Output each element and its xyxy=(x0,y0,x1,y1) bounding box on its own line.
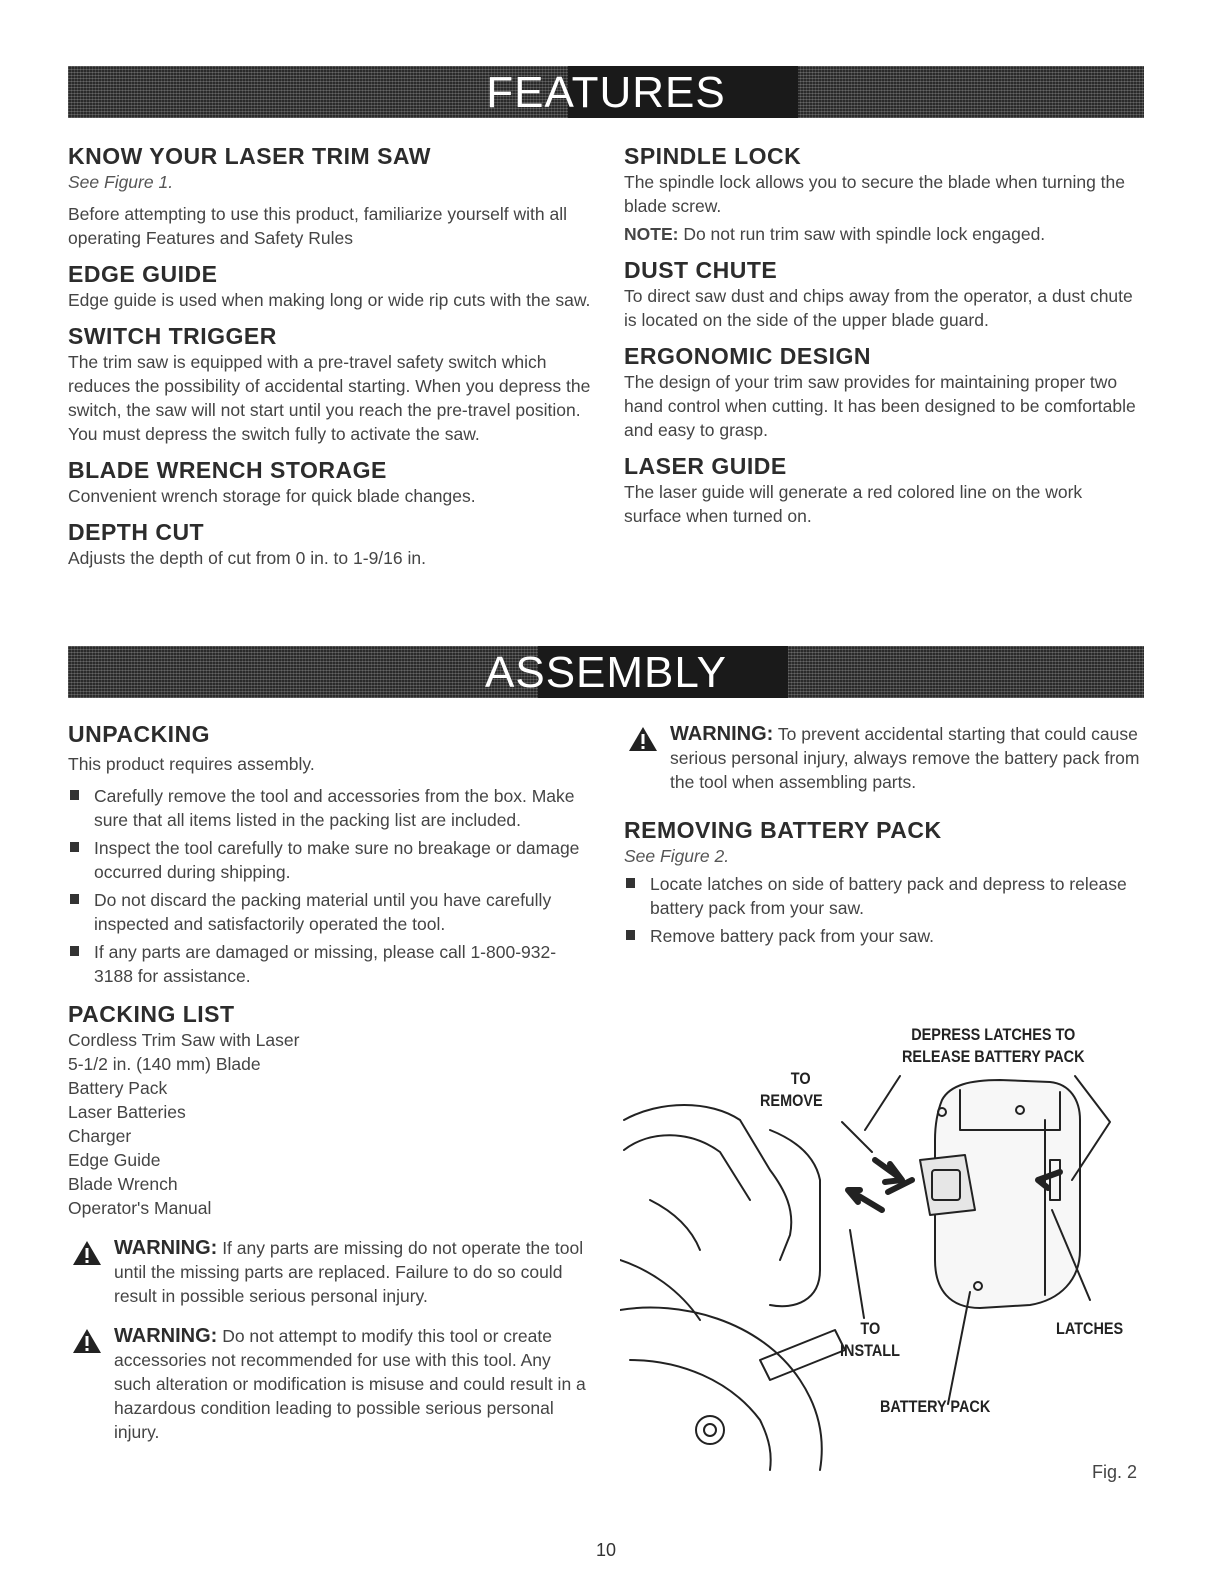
bullet-square-icon xyxy=(70,842,79,852)
section-title-ergonomic-design: ERGONOMIC DESIGN xyxy=(624,343,871,369)
section-title-dust-chute: DUST CHUTE xyxy=(624,257,778,283)
bullet-square-icon xyxy=(626,930,635,940)
bullet-square-icon xyxy=(70,790,79,800)
ergonomic-design-text: The design of your trim saw provides for maintaining proper two hand control when cutting. It has been designed to be comfortable and easy to grasp. xyxy=(624,372,1136,440)
packing-list-item: Charger xyxy=(68,1126,132,1146)
list-item: Remove battery pack from your saw. xyxy=(624,924,1144,948)
warning-triangle-icon xyxy=(628,726,658,752)
warning-text: Do not attempt to modify this tool or create accessories not recommended for use with this tool. Any such alteration or modification is misuse and could result in a hazardous condition leading to possible serious personal injury. xyxy=(114,1326,586,1442)
features-left-column xyxy=(68,142,598,570)
saw-base-plate xyxy=(760,1330,845,1380)
saw-motor xyxy=(770,1130,820,1306)
section-title-spindle-lock: SPINDLE LOCK xyxy=(624,143,802,169)
section-title-laser-guide: LASER GUIDE xyxy=(624,453,787,479)
see-figure-1: See Figure 1. xyxy=(68,172,174,192)
figure-caption: Fig. 2 xyxy=(1092,1462,1138,1482)
warning-triangle-icon xyxy=(72,1240,102,1266)
arrow-install xyxy=(848,1190,882,1210)
warning-text: If any parts are missing do not operate the tool until the missing parts are replaced. Failure to do so could result in possible serious personal injury. xyxy=(114,1238,584,1306)
section-title-switch-trigger: SWITCH TRIGGER xyxy=(68,323,277,349)
warning-text: To prevent accidental starting that could cause serious personal injury, always remove the battery pack from the tool when assembling parts. xyxy=(670,724,1140,792)
edge-guide-text: Edge guide is used when making long or wide rip cuts with the saw. xyxy=(68,290,591,310)
section-title-unpacking: UNPACKING xyxy=(68,721,211,747)
section-title-know-your-saw: KNOW YOUR LASER TRIM SAW xyxy=(68,143,431,169)
packing-list-item: Battery Pack xyxy=(68,1078,168,1098)
depth-cut-text: Adjusts the depth of cut from 0 in. to 1-9/16 in. xyxy=(68,548,426,568)
callout-to-remove: TO REMOVE xyxy=(760,1069,823,1110)
saw-blade-guard xyxy=(620,1308,822,1470)
warning-missing-parts xyxy=(68,1236,588,1308)
warning-label: WARNING: xyxy=(670,723,774,745)
section-title-edge-guide: EDGE GUIDE xyxy=(68,261,218,287)
warning-remove-battery xyxy=(624,722,1144,794)
removing-list xyxy=(624,872,1144,948)
bullet-square-icon xyxy=(70,894,79,904)
features-right-column xyxy=(624,142,1144,528)
page-number: 10 xyxy=(595,1540,617,1560)
packing-list-item: Laser Batteries xyxy=(68,1102,186,1122)
saw-handle xyxy=(624,1135,750,1200)
know-your-saw-text: Before attempting to use this product, familiarize yourself with all operating Features and Safety Rules xyxy=(68,204,567,248)
features-banner xyxy=(68,66,1144,118)
list-item: Carefully remove the tool and accessories from the box. Make sure that all items listed in the packing list are included. xyxy=(68,784,588,832)
list-item: Inspect the tool carefully to make sure no breakage or damage occurred during shipping. xyxy=(68,836,588,884)
warning-label: WARNING: xyxy=(114,1237,218,1259)
assembly-left-column xyxy=(68,720,588,1444)
blade-bolt xyxy=(696,1416,724,1444)
unpacking-intro: This product requires assembly. xyxy=(68,754,315,774)
section-title-blade-wrench-storage: BLADE WRENCH STORAGE xyxy=(68,457,387,483)
warning-label: WARNING: xyxy=(114,1325,218,1347)
assembly-right-column xyxy=(624,722,1144,952)
packing-list-item: Blade Wrench xyxy=(68,1174,178,1194)
blade-wrench-storage-text: Convenient wrench storage for quick blade changes. xyxy=(68,486,476,506)
section-title-packing-list: PACKING LIST xyxy=(68,1001,235,1027)
spindle-lock-note xyxy=(624,222,1144,246)
packing-list-item: Edge Guide xyxy=(68,1150,161,1170)
bullet-square-icon xyxy=(626,878,635,888)
assembly-heading: ASSEMBLY xyxy=(485,648,727,697)
features-heading: FEATURES xyxy=(486,68,726,117)
packing-list-item: Cordless Trim Saw with Laser xyxy=(68,1030,300,1050)
see-figure-2: See Figure 2. xyxy=(624,846,730,866)
packing-list-item: 5-1/2 in. (140 mm) Blade xyxy=(68,1054,261,1074)
callout-depress-latches: DEPRESS LATCHES TO RELEASE BATTERY PACK xyxy=(902,1025,1085,1066)
arrow-remove xyxy=(875,1160,902,1182)
section-title-removing-battery-pack: REMOVING BATTERY PACK xyxy=(624,817,942,843)
warning-modify-tool xyxy=(68,1324,588,1444)
packing-list-item: Operator's Manual xyxy=(68,1198,212,1218)
saw-blade-guard-inner xyxy=(630,1360,771,1470)
callout-battery-pack: BATTERY PACK xyxy=(880,1397,991,1416)
packing-list xyxy=(68,1028,588,1220)
unpacking-list xyxy=(68,784,588,988)
list-item: If any parts are damaged or missing, please call 1-800-932-3188 for assistance. xyxy=(68,940,588,988)
warning-triangle-icon xyxy=(72,1328,102,1354)
list-item: Locate latches on side of battery pack and depress to release battery pack from your saw. xyxy=(624,872,1144,920)
list-item: Do not discard the packing material until you have carefully inspected and satisfactorily operated the tool. xyxy=(68,888,588,936)
note-label: NOTE: xyxy=(624,224,679,244)
switch-trigger-text: The trim saw is equipped with a pre-travel safety switch which reduces the possibility of accidental starting. When you depress the switch, the saw will not start until you reach the pre-travel position. You must depress the switch fully to activate the saw. xyxy=(68,352,591,444)
saw-housing xyxy=(624,1105,791,1260)
assembly-banner xyxy=(68,646,1144,698)
bullet-square-icon xyxy=(70,946,79,956)
callout-to-install: TO INSTALL xyxy=(840,1319,900,1360)
note-text: Do not run trim saw with spindle lock engaged. xyxy=(678,224,1046,244)
laser-guide-text: The laser guide will generate a red colored line on the work surface when turned on. xyxy=(624,482,1083,526)
spindle-lock-text: The spindle lock allows you to secure the blade when turning the blade screw. xyxy=(624,172,1125,216)
section-title-depth-cut: DEPTH CUT xyxy=(68,519,205,545)
callout-latches: LATCHES xyxy=(1056,1319,1124,1338)
dust-chute-text: To direct saw dust and chips away from the operator, a dust chute is located on the side of the upper blade guard. xyxy=(624,286,1133,330)
